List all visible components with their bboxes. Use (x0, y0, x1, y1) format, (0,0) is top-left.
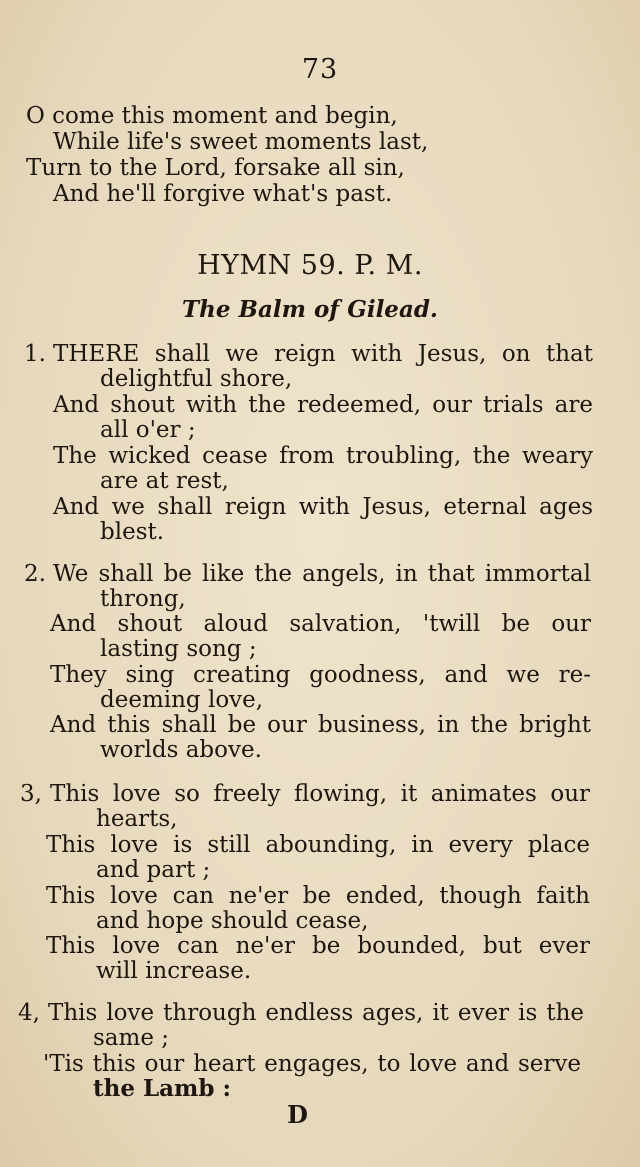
verse-line: throng, (100, 586, 186, 612)
verse-line: THERE shall we reign with Jesus, on that (53, 341, 593, 367)
verse-line: The wicked cease from troubling, the weary (53, 443, 593, 469)
verse-line: and hope should cease, (96, 908, 369, 934)
verse-line: are at rest, (100, 468, 229, 494)
verse-line: delightful shore, (100, 366, 293, 392)
verse-line: same ; (93, 1025, 169, 1051)
verse-line: And shout with the redeemed, our trials are (53, 392, 593, 418)
verse-line: will increase. (96, 958, 252, 984)
stanza-line: While life's sweet moments last, (53, 129, 429, 155)
stanza-line: Turn to the Lord, forsake all sin, (26, 155, 405, 181)
verse-line: And shout aloud salvation, 'twill be our (50, 611, 591, 637)
verse-line: deeming love, (100, 687, 264, 713)
page-number: 73 (301, 54, 339, 85)
verse-line: And we shall reign with Jesus, eternal ages (53, 494, 593, 520)
signature-mark: D (287, 1100, 308, 1129)
verse-line: hearts, (96, 806, 178, 832)
verse-number: 4, (18, 1000, 40, 1026)
verse-number: 3, (20, 781, 42, 807)
verse-line: This love can ne'er be bounded, but ever (46, 933, 590, 959)
verse-line: and part ; (96, 857, 211, 883)
hymn-subtitle: The Balm of Gilead. (182, 296, 438, 323)
verse-line: This love is still abounding, in every place (46, 832, 590, 858)
verse-line: all o'er ; (100, 417, 196, 443)
verse-line: This love can ne'er be ended, though faith (46, 883, 590, 909)
verse-line: blest. (100, 519, 165, 545)
verse-line: lasting song ; (100, 636, 257, 662)
verse-line: 'Tis this our heart engages, to love and serve (43, 1051, 581, 1077)
stanza-line: And he'll forgive what's past. (53, 181, 393, 207)
verse-number: 1. (24, 341, 46, 367)
hymn-title: HYMN 59. P. M. (197, 250, 423, 281)
verse-line: We shall be like the angels, in that immortal (53, 561, 591, 587)
stanza-line: O come this moment and begin, (26, 103, 398, 129)
verse-number: 2. (24, 561, 46, 587)
verse-line: worlds above. (100, 737, 262, 763)
verse-line: This love through endless ages, it ever is the (48, 1000, 584, 1026)
verse-line: the Lamb : (93, 1075, 231, 1102)
verse-line: This love so freely flowing, it animates our (50, 781, 590, 807)
verse-line: And this shall be our business, in the bright (50, 712, 591, 738)
verse-line: They sing creating goodness, and we re- (50, 662, 591, 688)
